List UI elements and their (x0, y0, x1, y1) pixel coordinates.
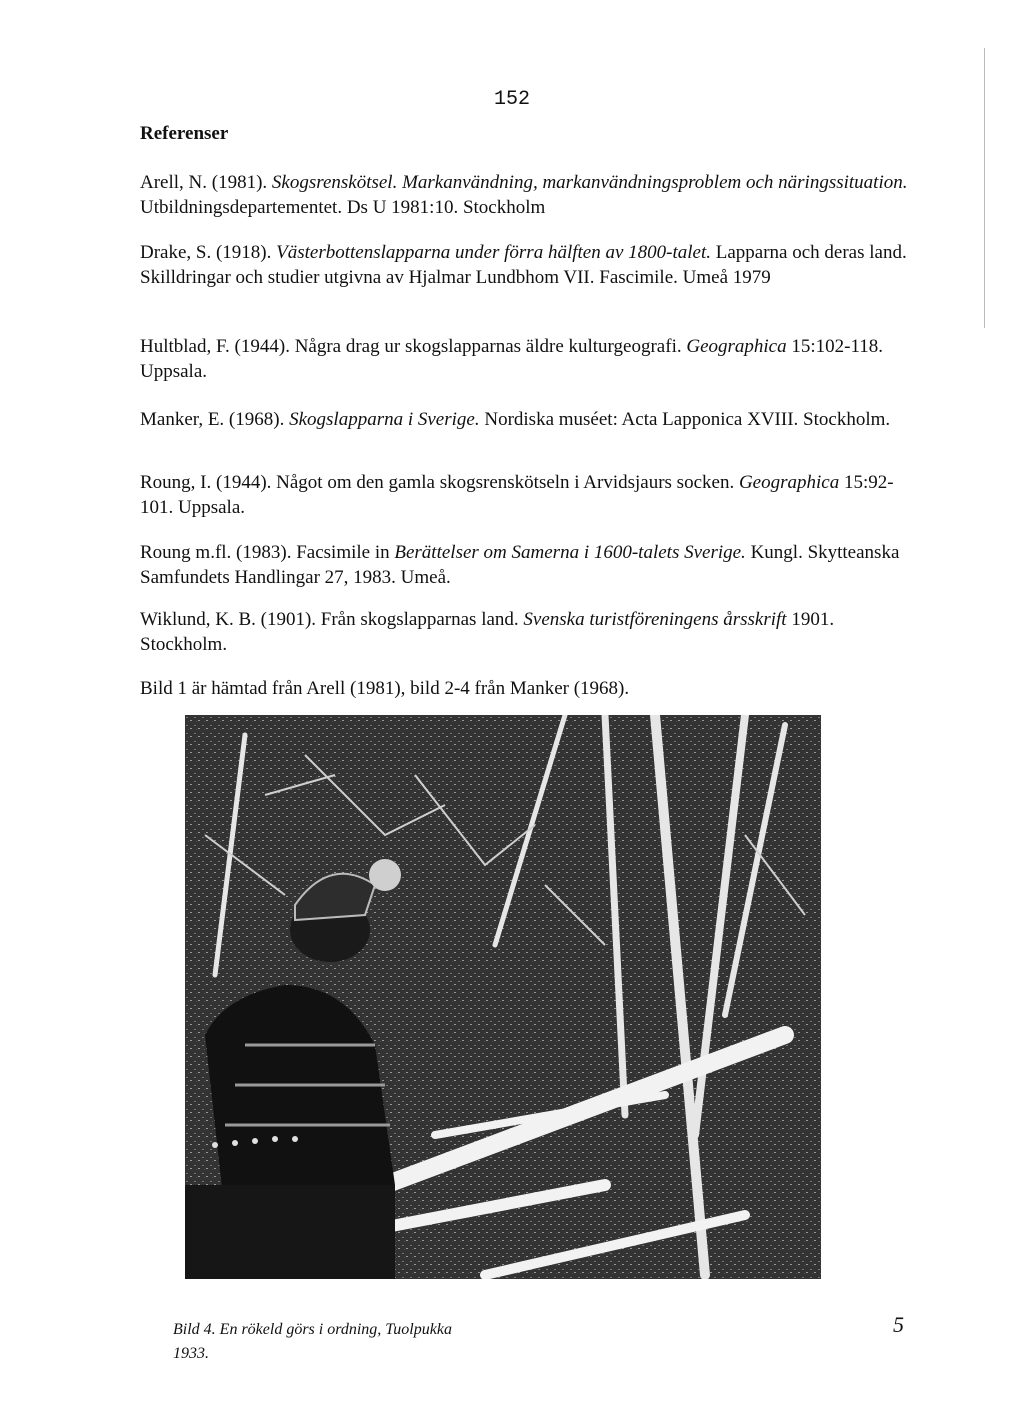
reference-entry (140, 607, 920, 657)
reference-title: Skogsrenskötsel. Markanvändning, markanvändningsproblem och näringssituation. (271, 172, 908, 193)
reference-entry (140, 170, 920, 220)
reference-text: Arell, N. (1981). (140, 172, 272, 193)
reference-entry (140, 334, 920, 384)
reference-title: Berättelser om Samerna i 1600-talets Sverige. (394, 542, 746, 563)
reference-entry (140, 540, 920, 590)
reference-entry (140, 470, 920, 520)
reference-text: Drake, S. (1918). (140, 242, 277, 263)
reference-text: Manker, E. (1968). (140, 409, 290, 430)
reference-text: Kungl. Skytteanska Samfundets Handlingar 27, 1983. Umeå. (140, 542, 900, 588)
reference-text: 15:92-101. Uppsala. (140, 472, 894, 518)
reference-text: Wiklund, K. B. (1901). Från skogslapparnas land. (140, 609, 524, 630)
photograph (185, 715, 821, 1279)
photo-illustration (185, 715, 821, 1279)
image-credit: Bild 1 är hämtad från Arell (1981), bild 2-4 från Manker (1968). (140, 678, 630, 699)
reference-text: Utbildningsdepartementet. Ds U 1981:10. Stockholm (140, 197, 546, 218)
reference-title: Svenska turistföreningens årsskrift (523, 609, 787, 630)
reference-title: Geographica (738, 472, 840, 493)
reference-text: Lapparna och deras land. Skilldringar och studier utgivna av Hjalmar Lundbhom VII. Fascimile. Umeå 1979 (140, 242, 907, 288)
reference-text: Roung, I. (1944). Något om den gamla skogsrenskötseln i Arvidsjaurs socken. (140, 472, 739, 493)
reference-text: 15:102-118. Uppsala. (140, 336, 884, 382)
reference-title: Västerbottenslapparna under förra hälften av 1800-talet. (276, 242, 711, 263)
reference-title: Geographica (686, 336, 787, 357)
section-heading: Referenser (140, 123, 229, 144)
corner-page-number: 5 (893, 1312, 904, 1337)
figure-caption-line: 1933. (173, 1345, 209, 1362)
reference-text: Nordiska muséet: Acta Lapponica XVIII. Stockholm. (479, 409, 891, 430)
reference-text: Hultblad, F. (1944). Några drag ur skogslapparnas äldre kulturgeografi. (140, 336, 687, 357)
reference-text: Roung m.fl. (1983). Facsimile in (140, 542, 395, 563)
figure-caption (173, 1318, 452, 1366)
page-number: 152 (493, 88, 530, 111)
reference-text: 1901. Stockholm. (140, 609, 835, 655)
reference-entry (140, 407, 920, 432)
figure-caption-line: Bild 4. En rökeld görs i ordning, Tuolpukka (173, 1321, 452, 1338)
reference-entry (140, 240, 920, 290)
reference-title: Skogslapparna i Sverige. (289, 409, 480, 430)
